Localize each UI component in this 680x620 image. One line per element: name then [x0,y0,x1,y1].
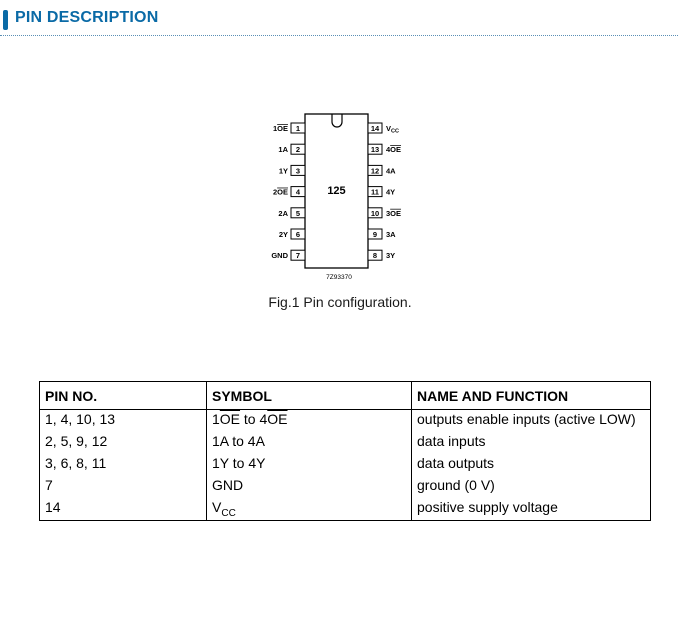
right-pins [368,123,401,260]
pin-3-label: 1Y [278,166,288,176]
pin-12-label: 4A [386,166,396,176]
ic-package-diagram [262,108,422,286]
pin-7-label: GND [271,251,288,261]
pin-14-number: 14 [370,124,380,133]
pin-configuration-figure [262,108,422,286]
pin-6-number: 6 [295,230,301,239]
chip-label: 125 [327,185,346,197]
symbol-cell: 1A to 4A [207,432,412,454]
header-pin-no: PIN NO. [40,382,207,410]
pin-12-number: 12 [370,166,380,176]
pin-13-number: 13 [370,145,380,155]
pin-10-label: 3OE [386,208,402,218]
pin-1-number: 1 [295,124,301,133]
header-divider [0,35,678,36]
pin-10-number: 10 [370,208,380,218]
left-pins [271,123,305,260]
table-header-row [40,382,651,410]
pin-1-label: 1OE [272,124,288,133]
pin-2-number: 2 [295,145,301,155]
table-row [40,476,651,498]
pin-8-label: 3Y [386,251,396,261]
function-cell: data inputs [412,432,651,454]
symbol-cell [207,410,412,433]
pin-3-number: 3 [295,166,301,176]
pin-9-number: 9 [372,230,378,239]
pin-8-number: 8 [372,251,378,261]
drawing-code: 7Z93370 [326,274,352,281]
pin-11-number: 11 [371,187,379,197]
symbol-cell: GND [207,476,412,498]
symbol-part: V [212,499,222,515]
pin-4-label: 2OE [272,187,288,197]
figure-caption: Fig.1 Pin configuration. [268,294,412,310]
table-row [40,498,651,521]
function-cell: data outputs [412,454,651,476]
header-name-function: NAME AND FUNCTION [412,382,651,410]
pin-cell: 3, 6, 8, 11 [45,455,107,471]
symbol-overbar: $\overline{OE}$ [267,411,288,427]
pin-cell: 14 [45,499,61,515]
pin-cell: 1, 4, 10, 13 [45,411,116,427]
pin-cell: 7 [45,477,53,493]
pin-6-label: 2Y [278,230,288,239]
symbol-subscript: CC [221,508,236,519]
pin-2-label: 1A [278,145,288,155]
table-row [40,454,651,476]
symbol-cell [207,498,412,521]
header-accent-bar [3,10,8,30]
pin-11-label: 4Y [386,187,396,197]
pin-9-label: 3A [386,230,396,239]
table-row [40,410,651,433]
section-title: PIN DESCRIPTION [15,9,159,26]
symbol-overbar: $\overline{OE}$ [219,411,241,427]
function-cell: ground (0 V) [412,476,651,498]
pin-13-label: 4OE [386,145,402,155]
header-symbol: SYMBOL [207,382,412,410]
pin-4-number: 4 [295,187,301,197]
symbol-part: to 4 [240,411,268,427]
pin-description-table [39,381,651,521]
pin-5-label: 2A [278,208,288,218]
symbol-cell: 1Y to 4Y [207,454,412,476]
function-cell: outputs enable inputs (active LOW) [412,410,651,433]
section-header [0,0,680,40]
pin-cell: 2, 5, 9, 12 [45,433,108,449]
table-row [40,432,651,454]
pin-7-number: 7 [295,251,301,261]
function-cell: positive supply voltage [412,498,651,521]
pin-14-label: $V_{CC}$ [386,124,399,135]
symbol-part: 1 [212,411,220,427]
pin-5-number: 5 [295,208,301,218]
